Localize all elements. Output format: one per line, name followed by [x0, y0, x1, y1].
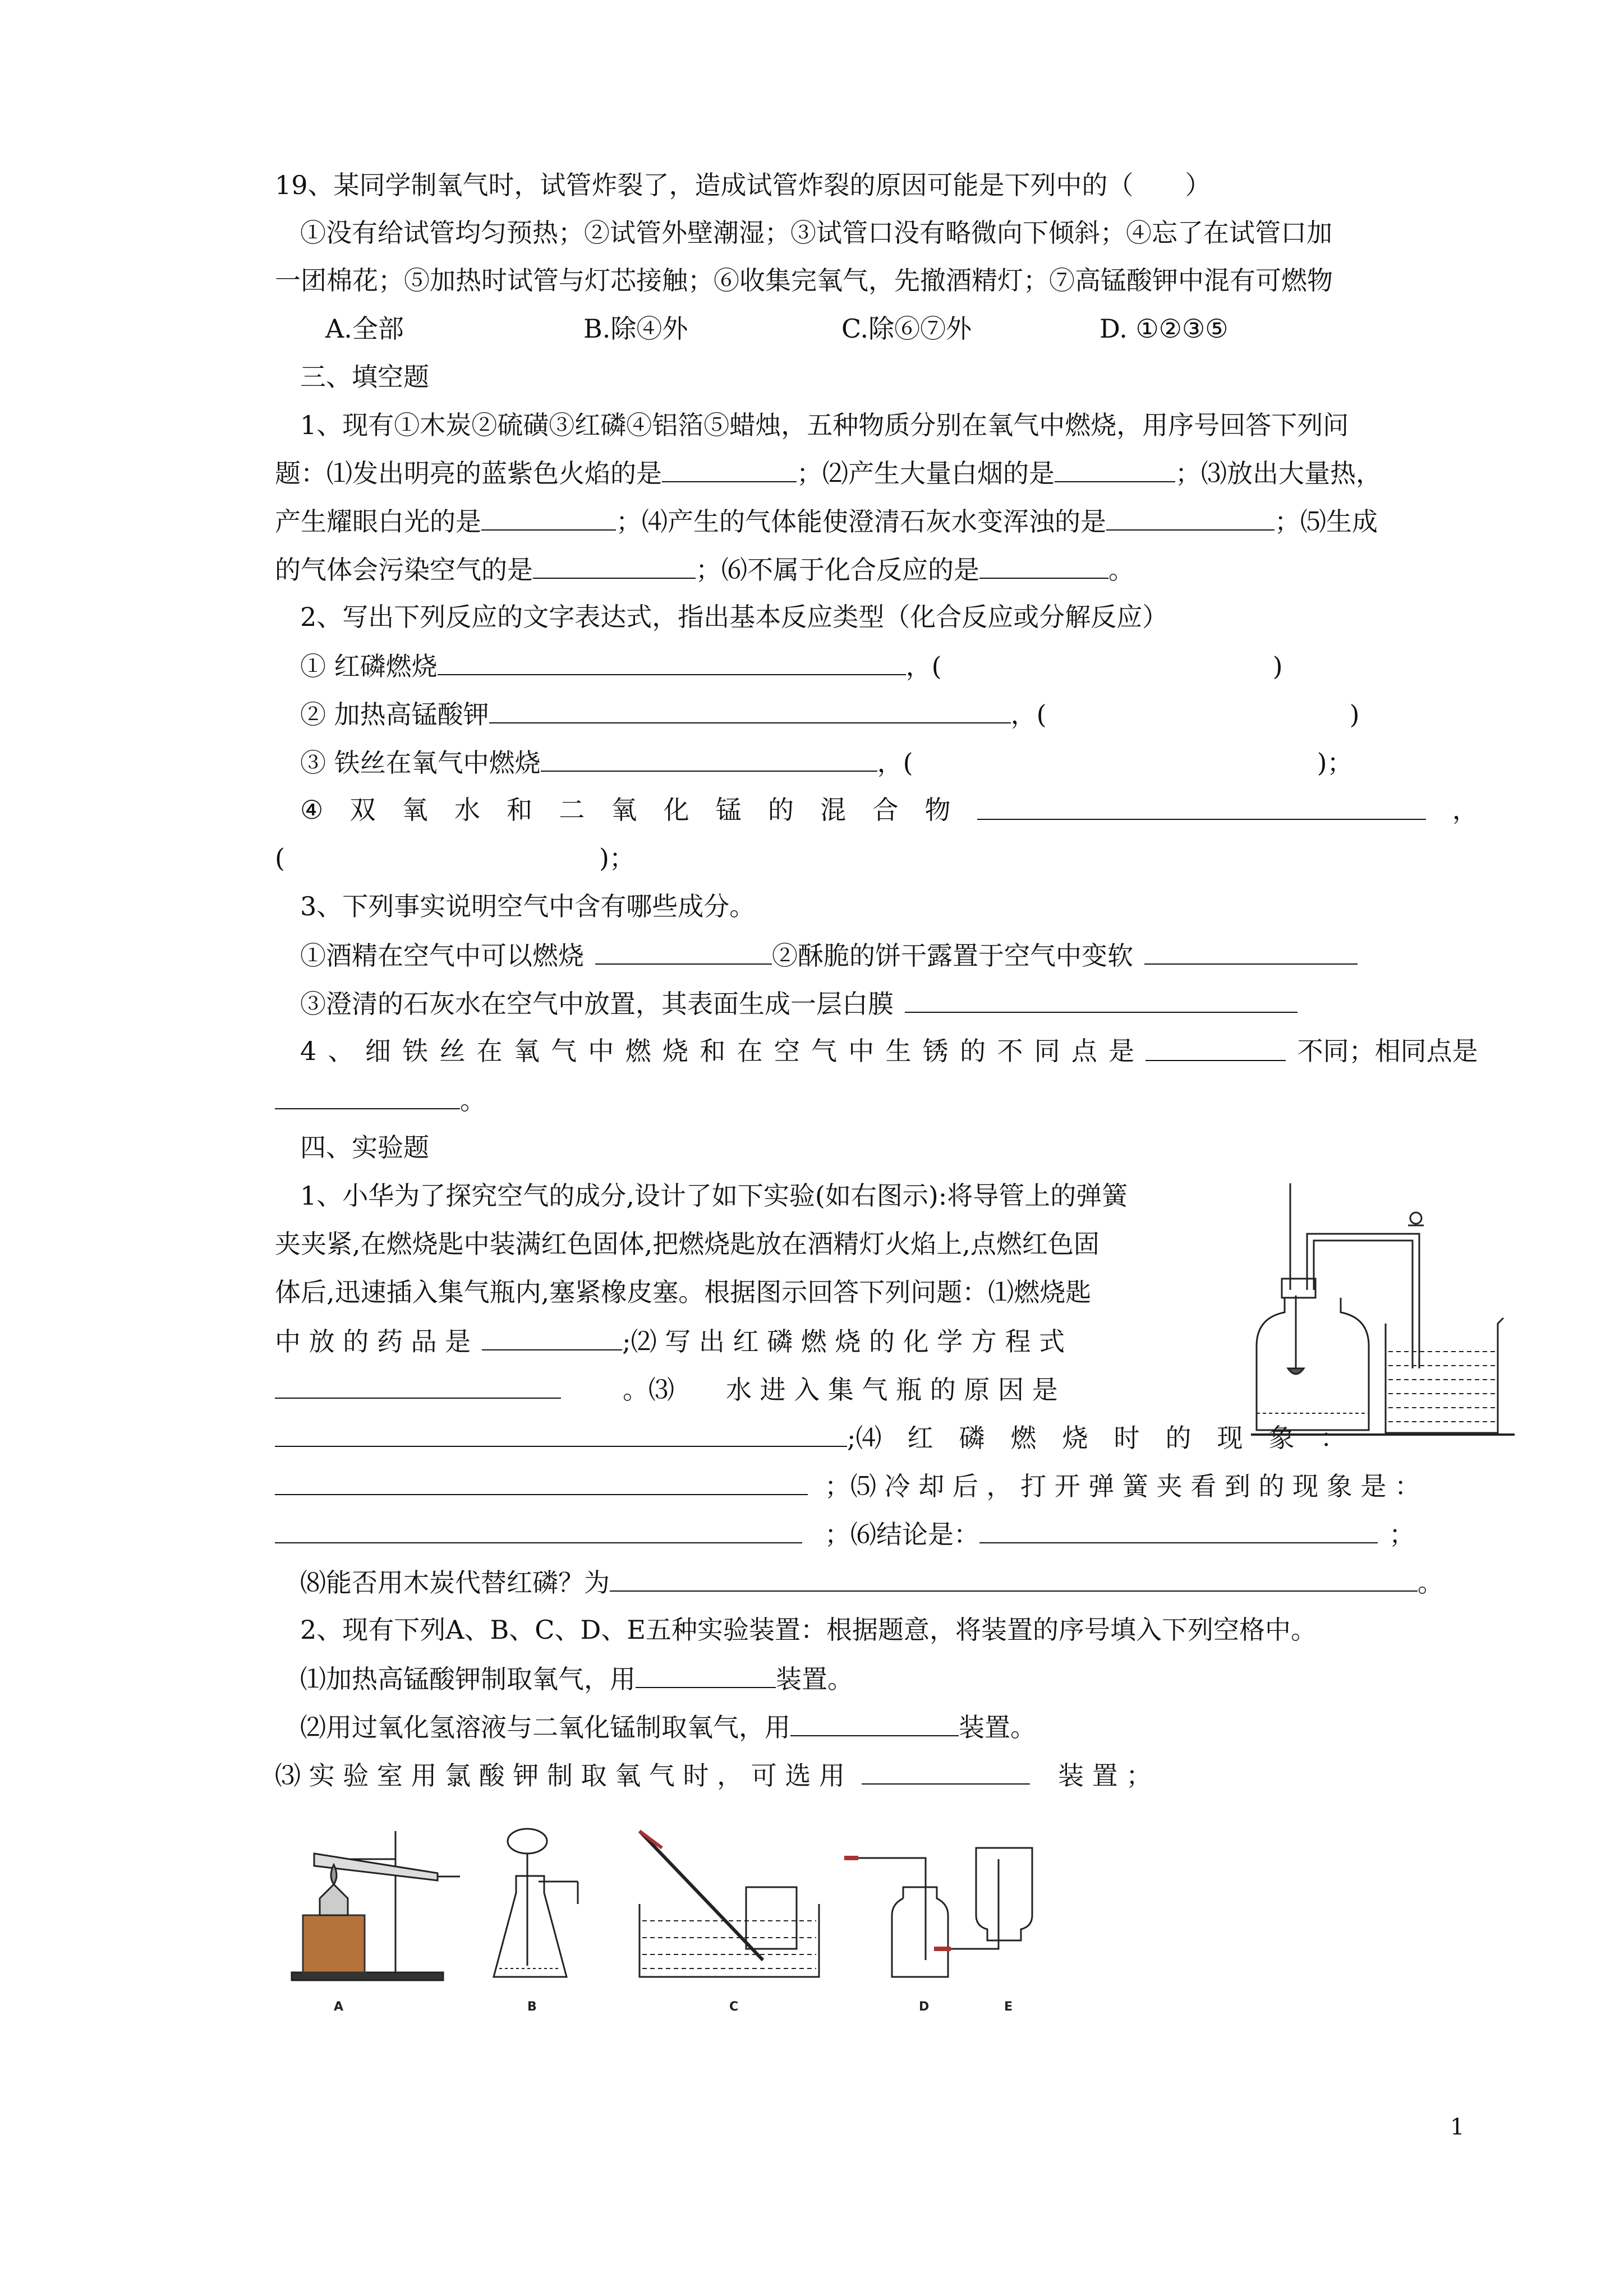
s3q4-line2	[275, 1082, 486, 1117]
char: 、	[328, 1036, 354, 1066]
s3q1-line2	[275, 455, 1382, 490]
s4q2-stem: 2、现有下列A、B、C、D、E五种实验装置：根据题意，将装置的序号填入下列空格中。	[300, 1615, 1317, 1645]
phosphorus-experiment-figure	[1251, 1183, 1515, 1441]
q19-option-c: C.除⑥⑦外	[841, 313, 972, 344]
s4q2-item2	[300, 1709, 1036, 1744]
punct: ，(	[877, 748, 913, 778]
s4q1-text: 。⑶ 水 进 入 集 气 瓶 的 原 因 是	[623, 1375, 1058, 1405]
s3q1-line1: 1、现有①木炭②硫磺③红磷④铝箔⑤蜡烛，五种物质分别在氧气中燃烧，用序号回答下列问	[300, 410, 1349, 440]
answer-blank[interactable]	[636, 1661, 776, 1688]
char: 气	[811, 1036, 837, 1066]
s4q1-text: ；⑸ 冷 却 后 ， 打 开 弹 簧 夹 看 到 的 现 象 是 ：	[825, 1471, 1420, 1501]
punct: )	[1349, 699, 1360, 730]
s4q1-text: ;⑵ 写 出 红 磷 燃 烧 的 化 学 方 程 式	[622, 1326, 1065, 1357]
char: 二	[559, 795, 585, 825]
char: 混	[820, 795, 846, 825]
s3q4-line1	[300, 1034, 1478, 1068]
char: 不	[997, 1036, 1023, 1066]
answer-blank[interactable]	[595, 938, 772, 965]
s4q1-text: 中 放 的 药 品 是	[275, 1326, 471, 1357]
answer-blank[interactable]	[1106, 504, 1275, 531]
s4q1-text: ；⑹结论是：	[825, 1519, 979, 1550]
punct: 。	[460, 1085, 486, 1115]
q19-line2: 一团棉花；⑤加热时试管与灯芯接触；⑥收集完氧气，先撤酒精灯；⑦高锰酸钾中混有可燃物	[275, 265, 1333, 296]
char: 铁	[402, 1036, 429, 1066]
section4-title: 四、实验题	[300, 1132, 429, 1163]
s3q1-text: ；⑹不属于化合反应的是	[696, 555, 979, 585]
answer-blank[interactable]	[790, 1709, 959, 1736]
char: 气	[551, 1036, 577, 1066]
char: 化	[663, 795, 689, 825]
s3q1-text: ；⑵产生大量白烟的是	[797, 458, 1055, 488]
char: 中	[848, 1036, 875, 1066]
punct: ，(	[905, 651, 942, 681]
fact-text: ①酒精在空气中可以燃烧	[300, 940, 584, 971]
char: 烧	[662, 1036, 688, 1066]
q19-stem: 19、某同学制氧气时，试管炸裂了，造成试管炸裂的原因可能是下列中的（ ）	[275, 170, 1211, 200]
s3q1-line3	[275, 504, 1378, 538]
char: 氧	[611, 795, 637, 825]
s3q2-item4-line2	[275, 841, 635, 875]
beaker-water	[1388, 1352, 1495, 1422]
punct: )；	[599, 843, 635, 873]
label-d: D	[919, 2000, 930, 2014]
s4q2-text: ⑵用过氧化氢溶液与二氧化锰制取氧气，用	[300, 1712, 790, 1742]
answer-blank[interactable]	[905, 986, 1298, 1013]
s3q2-item3	[300, 745, 1353, 780]
punct: ；	[1389, 1519, 1415, 1550]
fact-text: ②酥脆的饼干露置于空气中变软	[772, 940, 1133, 971]
char: 物	[924, 795, 951, 825]
s3q1-text: 题：⑴发出明亮的蓝紫色火焰的是	[275, 458, 662, 488]
s4q1-text: ;⑷ 红 磷 燃 烧 时 的 现 象 ：	[847, 1423, 1346, 1453]
q19-option-a: A.全部	[325, 313, 404, 344]
answer-blank[interactable]	[662, 455, 797, 482]
q4-text: 不同；相同点是	[1297, 1036, 1478, 1066]
char: 氧	[513, 1036, 540, 1066]
answer-blank[interactable]	[275, 1082, 460, 1109]
delivery-tube-inner	[1314, 1241, 1413, 1368]
answer-blank[interactable]	[275, 1372, 561, 1399]
char: 细	[365, 1036, 391, 1066]
s4q1-line4	[275, 1324, 1065, 1358]
punct: )	[1272, 651, 1283, 681]
label-e: E	[1004, 2000, 1013, 2014]
char: 是	[1108, 1036, 1135, 1066]
delivery-tube	[1307, 1234, 1419, 1368]
fact-text: ③澄清的石灰水在空气中放置，其表面生成一层白膜	[300, 989, 894, 1019]
s4q2-text: 装置。	[776, 1664, 853, 1694]
s3q1-text: ；⑷产生的气体能使澄清石灰水变浑浊的是	[616, 506, 1106, 537]
s3q3-line1	[300, 938, 1358, 972]
s3q3-line2	[300, 986, 1298, 1021]
punct: (	[275, 843, 285, 873]
s4q1-line3: 体后,迅速插入集气瓶内,塞紧橡皮塞。根据图示回答下列问题：⑴燃烧匙	[275, 1277, 1092, 1307]
reaction-name: ③ 铁丝在氧气中燃烧	[300, 748, 541, 778]
apparatus-abcde	[280, 1825, 1178, 2019]
q19-option-d: D. ①②③⑤	[1099, 313, 1229, 344]
punct: ，	[1452, 795, 1478, 825]
char: 的	[960, 1036, 986, 1066]
char: 双	[349, 795, 376, 825]
char: 氧	[402, 795, 428, 825]
apparatus-c-water-trough	[640, 1831, 819, 1977]
reaction-name: ① 红磷燃烧	[300, 651, 438, 681]
answer-blank[interactable]	[977, 793, 1426, 820]
bottle-beaker-apparatus	[1251, 1183, 1515, 1441]
answer-blank[interactable]	[275, 1516, 802, 1543]
answer-blank[interactable]	[533, 552, 696, 579]
s3q2-item1	[300, 648, 1283, 683]
char: 锈	[922, 1036, 949, 1066]
char: ④	[300, 795, 324, 825]
s3q1-text: 产生耀眼白光的是	[275, 506, 481, 537]
s4q1-line9	[300, 1565, 1443, 1599]
s4q2-item1	[300, 1661, 853, 1696]
s4q1-text: ⑻能否用木炭代替红磷？为	[300, 1567, 610, 1598]
answer-blank[interactable]	[979, 1516, 1378, 1543]
punct: )；	[1317, 748, 1353, 778]
s3q1-text: ；⑶放出大量热，	[1175, 458, 1382, 488]
rubber-stopper	[1282, 1279, 1315, 1298]
apparatus-a-heating-setup	[292, 1831, 460, 1980]
combustion-spoon	[1288, 1368, 1304, 1374]
spring-clip	[1410, 1212, 1421, 1224]
answer-blank[interactable]	[275, 1468, 808, 1495]
s4q2-item3	[275, 1758, 1152, 1792]
answer-blank[interactable]	[1055, 455, 1175, 482]
answer-blank[interactable]	[862, 1758, 1030, 1785]
s3q3-stem: 3、下列事实说明空气中含有哪些成分。	[300, 891, 756, 921]
punct: 。	[1418, 1567, 1443, 1598]
char: 燃	[625, 1036, 651, 1066]
char: 和	[507, 795, 532, 825]
char: 中	[588, 1036, 614, 1066]
answer-blank[interactable]	[1144, 938, 1358, 965]
s3q2-item2	[300, 697, 1360, 731]
label-b: B	[527, 2000, 537, 2014]
s4q2-text: 装 置 ；	[1057, 1760, 1152, 1791]
answer-blank[interactable]	[275, 1420, 847, 1447]
answer-blank[interactable]	[541, 745, 877, 772]
apparatus-d-upward-air	[844, 1858, 948, 1977]
char: 4	[300, 1036, 317, 1066]
char: 点	[1071, 1036, 1097, 1066]
page-number: 1	[1450, 2114, 1465, 2140]
label-c: C	[729, 2000, 739, 2014]
answer-blank[interactable]	[481, 504, 616, 531]
answer-blank[interactable]	[482, 1324, 622, 1350]
s3q1-text: 的气体会污染空气的是	[275, 555, 533, 585]
char: 空	[774, 1036, 800, 1066]
char: 水	[454, 795, 480, 825]
s4q1-line8	[275, 1516, 1415, 1551]
s3q1-text: 。	[1108, 555, 1134, 585]
s4q1-line5	[275, 1372, 1058, 1407]
q19-options	[325, 312, 1228, 345]
answer-blank[interactable]	[979, 552, 1108, 579]
char: 合	[872, 795, 899, 825]
char: 在	[737, 1036, 763, 1066]
s3q2-stem: 2、写出下列反应的文字表达式，指出基本反应类型（化合反应或分解反应）	[300, 602, 1168, 632]
char: 和	[700, 1036, 726, 1066]
s4q1-line6	[275, 1420, 1346, 1455]
char: 同	[1034, 1036, 1060, 1066]
char: 在	[476, 1036, 503, 1066]
answer-blank[interactable]	[438, 648, 906, 675]
answer-blank[interactable]	[610, 1565, 1418, 1592]
gas-bottle	[1257, 1298, 1369, 1430]
s4q1-line1: 1、小华为了探究空气的成分,设计了如下实验(如右图示):将导管上的弹簧	[300, 1181, 1128, 1211]
s4q2-text: 装置。	[959, 1712, 1036, 1742]
char: 锰	[715, 795, 742, 825]
s4q2-text: ⑴加热高锰酸钾制取氧气，用	[300, 1664, 636, 1694]
char: 生	[885, 1036, 912, 1066]
apparatus-figure	[280, 1825, 1178, 2019]
s4q1-line2: 夹夹紧,在燃烧匙中装满红色固体,把燃烧匙放在酒精灯火焰上,点燃红色固	[275, 1229, 1099, 1259]
section3-title: 三、填空题	[300, 362, 429, 392]
label-a: A	[334, 2000, 344, 2014]
apparatus-b-flask-funnel	[494, 1829, 578, 1977]
char: 的	[767, 795, 794, 825]
q19-line1: ①没有给试管均匀预热；②试管外壁潮湿；③试管口没有略微向下倾斜；④忘了在试管口加	[300, 218, 1332, 248]
s4q2-text: ⑶ 实 验 室 用 氯 酸 钾 制 取 氧 气 时 ， 可 选 用	[275, 1760, 845, 1791]
char: 丝	[439, 1036, 466, 1066]
punct: ，(	[1010, 699, 1047, 730]
reaction-name: ② 加热高锰酸钾	[300, 699, 489, 730]
beaker	[1386, 1318, 1503, 1433]
q19-option-b: B.除④外	[583, 313, 688, 344]
s3q1-line4	[275, 552, 1134, 587]
answer-blank[interactable]	[1145, 1034, 1286, 1061]
s3q2-item4	[300, 793, 1478, 827]
s4q1-line7	[275, 1468, 1420, 1503]
answer-blank[interactable]	[489, 697, 1011, 723]
s3q1-text: ；⑸生成	[1275, 506, 1378, 537]
